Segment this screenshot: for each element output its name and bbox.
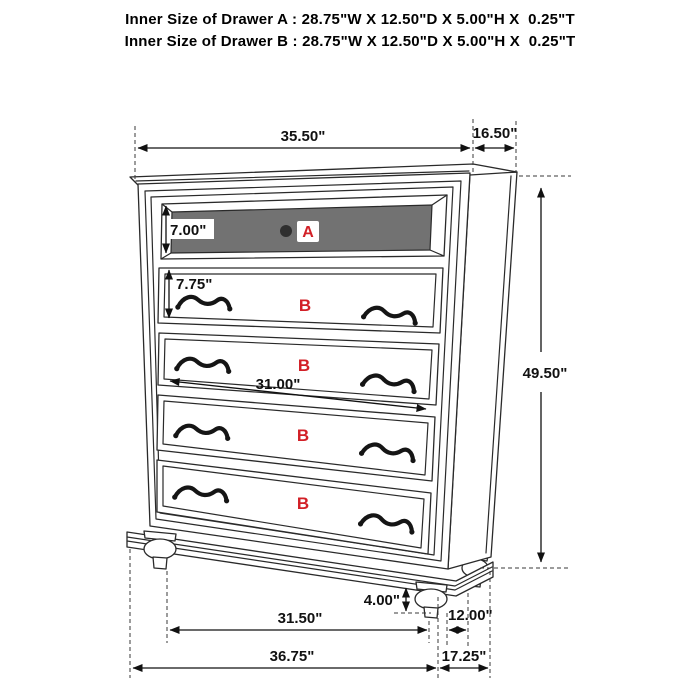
dim-foot-height [364,588,406,611]
dim-base-depth-value: 17.25" [441,648,487,665]
label-drawer-b-2: B [297,356,311,375]
dim-overall-height [523,188,568,562]
dim-drawer-a-height-value: 7.00" [170,222,207,239]
dim-base-width [133,648,436,668]
label-drawer-b-1: B [298,296,312,315]
dim-base-depth [440,648,488,668]
dim-top-depth [473,125,518,148]
dim-base-width-value: 36.75" [269,648,315,665]
dim-side-leg-span [448,607,493,630]
label-drawer-a: A [302,224,314,241]
dim-overall-height-value: 49.50" [522,365,568,382]
label-drawer-b-3: B [296,426,310,445]
knob-icon [280,225,292,237]
dim-top-width-value: 35.50" [280,128,326,145]
drawer-b-size-note: Inner Size of Drawer B : 28.75"W X 12.50"D X 5.00"H X 0.25"T [124,33,576,50]
dim-top-width [138,128,470,148]
dim-foot-height-value: 4.00" [363,592,400,609]
dim-side-leg-span-value: 12.00" [448,607,493,624]
dim-drawer-b-height-value: 7.75" [176,276,213,293]
dim-front-leg-span [170,610,427,630]
label-drawer-b-4: B [296,494,310,513]
dim-front-leg-span-value: 31.50" [277,610,323,627]
dim-inner-width-value: 31.00" [255,376,301,393]
drawer-a-size-note: Inner Size of Drawer A : 28.75"W X 12.50"D X 5.00"H X 0.25"T [125,11,575,28]
front-left-foot [144,531,176,569]
dim-top-depth-value: 16.50" [472,125,518,142]
